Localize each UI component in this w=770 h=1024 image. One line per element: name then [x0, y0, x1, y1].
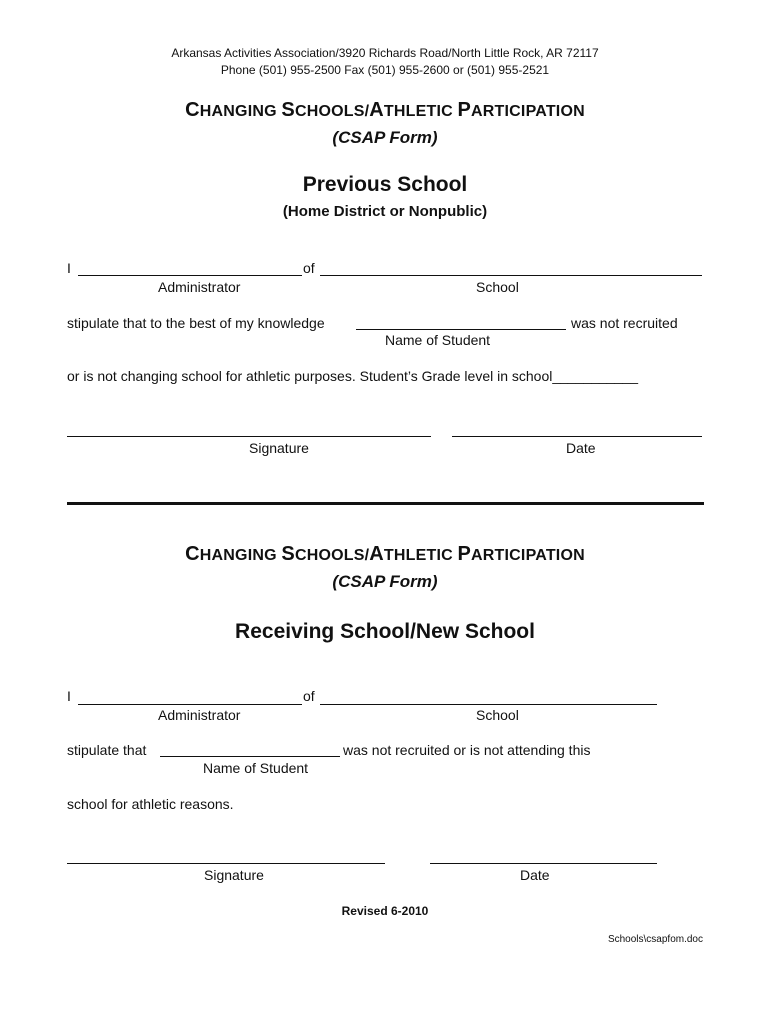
file-name: Schools\csapfom.doc: [607, 934, 703, 945]
title-word: ARTICIPATION: [471, 103, 585, 120]
signature-line[interactable]: [67, 863, 385, 864]
student-name-line[interactable]: [160, 756, 340, 757]
administrator-line[interactable]: [78, 704, 302, 705]
signature-caption: Signature: [249, 440, 309, 456]
title-letter: C: [185, 543, 200, 565]
stipulate-text: stipulate that to the best of my knowledge: [67, 315, 325, 331]
title-word: HANGING: [199, 103, 282, 120]
association-phone: Phone (501) 955-2500 Fax (501) 955-2600 or (501) 955-2521: [220, 63, 550, 77]
title-letter: A: [369, 543, 384, 565]
title-letter: C: [185, 99, 200, 121]
title-letter: P: [457, 543, 472, 565]
receiving-school-heading: Receiving School/New School: [235, 620, 535, 643]
title-word: THLETIC: [383, 103, 458, 120]
section-divider: [67, 502, 704, 505]
signature-line[interactable]: [67, 436, 431, 437]
previous-school-heading: Previous School: [302, 173, 468, 196]
not-recruited-text: was not recruited: [571, 315, 678, 331]
administrator-caption: Administrator: [158, 707, 241, 723]
student-name-line[interactable]: [356, 329, 566, 330]
date-line[interactable]: [452, 436, 702, 437]
date-caption: Date: [566, 440, 596, 456]
student-name-caption: Name of Student: [385, 332, 491, 348]
school-line[interactable]: [320, 275, 702, 276]
purpose-text: or is not changing school for athletic purposes. Student’s Grade level in school___________: [67, 368, 639, 384]
form-subtitle: (CSAP Form): [332, 128, 438, 147]
association-address: Arkansas Activities Association/3920 Richards Road/North Little Rock, AR 72117: [171, 46, 599, 60]
school-line[interactable]: [320, 704, 657, 705]
student-name-caption: Name of Student: [203, 760, 309, 776]
school-caption: School: [476, 707, 519, 723]
i-label: I: [67, 688, 71, 704]
form-title: [0, 99, 770, 122]
date-line[interactable]: [430, 863, 657, 864]
date-caption: Date: [520, 867, 550, 883]
title-word: CHOOLS/: [294, 547, 370, 564]
administrator-caption: Administrator: [158, 279, 241, 295]
title-word: HANGING: [199, 547, 282, 564]
title-letter: P: [457, 99, 472, 121]
stipulate-text: stipulate that: [67, 742, 147, 758]
of-label: of: [303, 688, 315, 704]
title-letter: S: [281, 543, 295, 565]
form-subtitle: (CSAP Form): [332, 572, 438, 591]
reasons-text: school for athletic reasons.: [67, 796, 234, 812]
form-title: [0, 543, 770, 566]
not-recruited-text: was not recruited or is not attending this: [343, 742, 591, 758]
title-letter: A: [369, 99, 384, 121]
previous-school-subheading: (Home District or Nonpublic): [282, 203, 488, 220]
administrator-line[interactable]: [78, 275, 302, 276]
title-word: THLETIC: [383, 547, 458, 564]
title-word: ARTICIPATION: [471, 547, 585, 564]
signature-caption: Signature: [204, 867, 264, 883]
title-letter: S: [281, 99, 295, 121]
school-caption: School: [476, 279, 519, 295]
of-label: of: [303, 260, 315, 276]
title-word: CHOOLS/: [294, 103, 370, 120]
revised-date: Revised 6-2010: [341, 904, 429, 918]
i-label: I: [67, 260, 71, 276]
